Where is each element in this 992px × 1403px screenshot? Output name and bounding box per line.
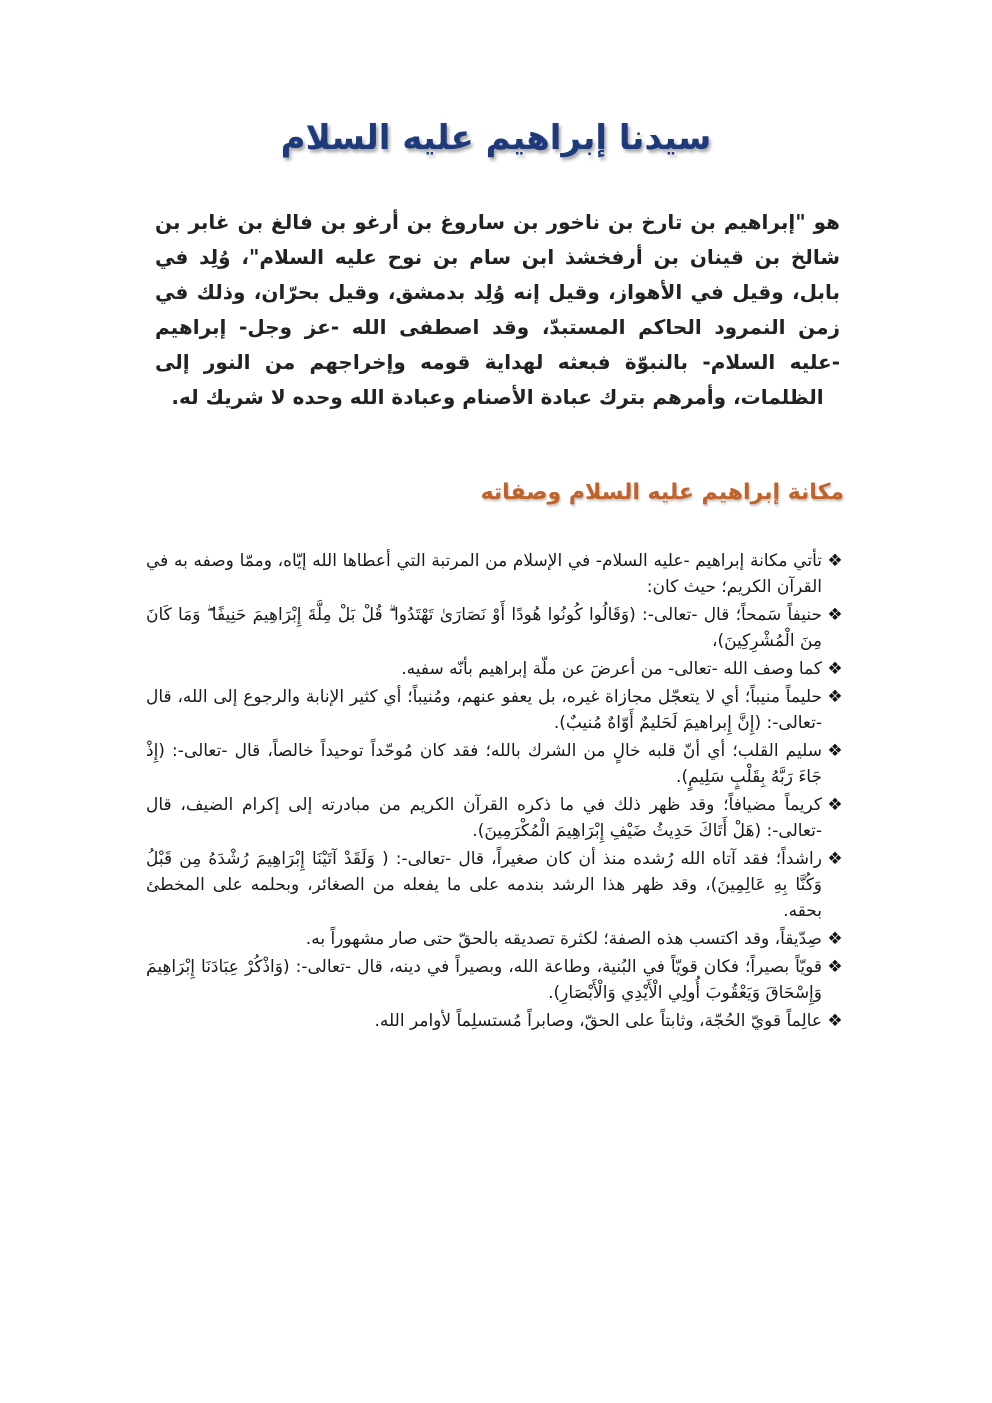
list-item-text: كما وصف الله -تعالى- من أعرضَ عن ملّة إبراهيم بأنّه سفيه. <box>401 659 822 679</box>
list-item <box>146 792 848 844</box>
list-item <box>146 684 848 736</box>
diamond-bullet-icon: ❖ <box>827 605 843 625</box>
intro-paragraph: هو "إبراهيم بن تارخ بن ناخور بن ساروغ بن أرغو بن فالغ بن غابر بن شالخ بن قينان بن أرفخشذ ابن سام بن نوح عليه السلام"، وُلِد في بابل، وقيل في الأهواز، وقيل إنه وُلِد بدمشق، وقيل بحرّان، وذلك في زمن النمرود الحاكم المستبدّ، وقد اصطفى الله -عز وجل- إبراهيم -عليه السلام- بالنبوّة فبعثه لهداية قومه وإخراجهم من النور إلى الظلمات، وأمرهم بترك عبادة الأصنام وعبادة الله وحده لا شريك له. <box>155 210 840 409</box>
diamond-bullet-icon: ❖ <box>827 741 843 761</box>
diamond-bullet-icon: ❖ <box>827 659 843 679</box>
diamond-bullet-icon: ❖ <box>827 687 843 707</box>
section-title: مكانة إبراهيم عليه السلام وصفاته <box>480 480 844 505</box>
list-item-text: حنيفاً سَمحاً؛ قال -تعالى-: (وَقَالُوا كُونُوا هُودًا أَوْ نَصَارَىٰ تَهْتَدُوا ۗ قُلْ بَلْ مِلَّةَ إِبْرَاهِيمَ حَنِيفًا ۖ وَمَا كَانَ مِنَ الْمُشْرِكِينَ)، <box>146 605 822 651</box>
list-item <box>146 926 848 952</box>
traits-list <box>146 548 848 1036</box>
list-item <box>146 954 848 1006</box>
list-item-text: صِدّيقاً، وقد اكتسب هذه الصفة؛ لكثرة تصديقه بالحقّ حتى صار مشهوراً به. <box>305 929 822 949</box>
list-item-text: عالِماً قويّ الحُجّة، وثابتاً على الحقّ، وصابراً مُستسلِماً لأوامر الله. <box>374 1011 822 1031</box>
diamond-bullet-icon: ❖ <box>827 795 843 815</box>
diamond-bullet-icon: ❖ <box>827 849 843 869</box>
page-title: سيدنا إبراهيم عليه السلام <box>280 118 712 158</box>
list-item-text: قويّاً بصيراً؛ فكان قويّاً في البُنية، وطاعة الله، وبصيراً في دينه، قال -تعالى-: (وَاذْكُرْ عِبَادَنَا إِبْرَاهِيمَ وَإِسْحَاقَ وَيَعْقُوبَ أُولِي الْأَيْدِي وَالْأَبْصَارِ). <box>146 957 822 1003</box>
list-item-text: كريماً مضيافاً؛ وقد ظهر ذلك في ما ذكره القرآن الكريم من مبادرته إلى إكرام الضيف، قال -تعالى-: (هَلْ أَتَاكَ حَدِيثُ ضَيْفِ إِبْرَاهِيمَ الْمُكْرَمِينَ). <box>146 795 822 841</box>
list-item <box>146 656 848 682</box>
list-item <box>146 548 848 600</box>
list-item <box>146 738 848 790</box>
list-item-text: تأتي مكانة إبراهيم -عليه السلام- في الإسلام من المرتبة التي أعطاها الله إيّاه، وممّا وصفه به في القرآن الكريم؛ حيث كان: <box>146 551 822 597</box>
list-item-text: سليم القلب؛ أي أنّ قلبه خالٍ من الشرك بالله؛ فقد كان مُوحّداً توحيداً خالصاً، قال -تعالى-: (إِذْ جَاءَ رَبَّهُ بِقَلْبٍ سَلِيمٍ). <box>146 741 822 787</box>
list-item-text: حليماً منيباً؛ أي لا يتعجّل مجازاة غيره، بل يعفو عنهم، ومُنيباً؛ أي كثير الإنابة والرجوع إلى الله، قال -تعالى-: (إِنَّ إِبراهيمَ لَحَليمٌ أَوّاهٌ مُنيبٌ). <box>146 687 822 733</box>
diamond-bullet-icon: ❖ <box>827 929 843 949</box>
list-item <box>146 602 848 654</box>
list-item-text: راشداً؛ فقد آتاه الله رُشده منذ أن كان صغيراً، قال -تعالى-: ( وَلَقَدْ آتَيْنَا إِبْرَاهِيمَ رُشْدَهُ مِن قَبْلُ وَكُنَّا بِهِ عَالِمِينَ)، وقد ظهر هذا الرشد بندمه على ما يفعله من الصغائر، وبحلمه على المخطئ بحقه. <box>146 849 822 921</box>
diamond-bullet-icon: ❖ <box>827 1011 843 1031</box>
diamond-bullet-icon: ❖ <box>827 957 843 977</box>
list-item <box>146 846 848 924</box>
list-item <box>146 1008 848 1034</box>
diamond-bullet-icon: ❖ <box>827 551 843 571</box>
